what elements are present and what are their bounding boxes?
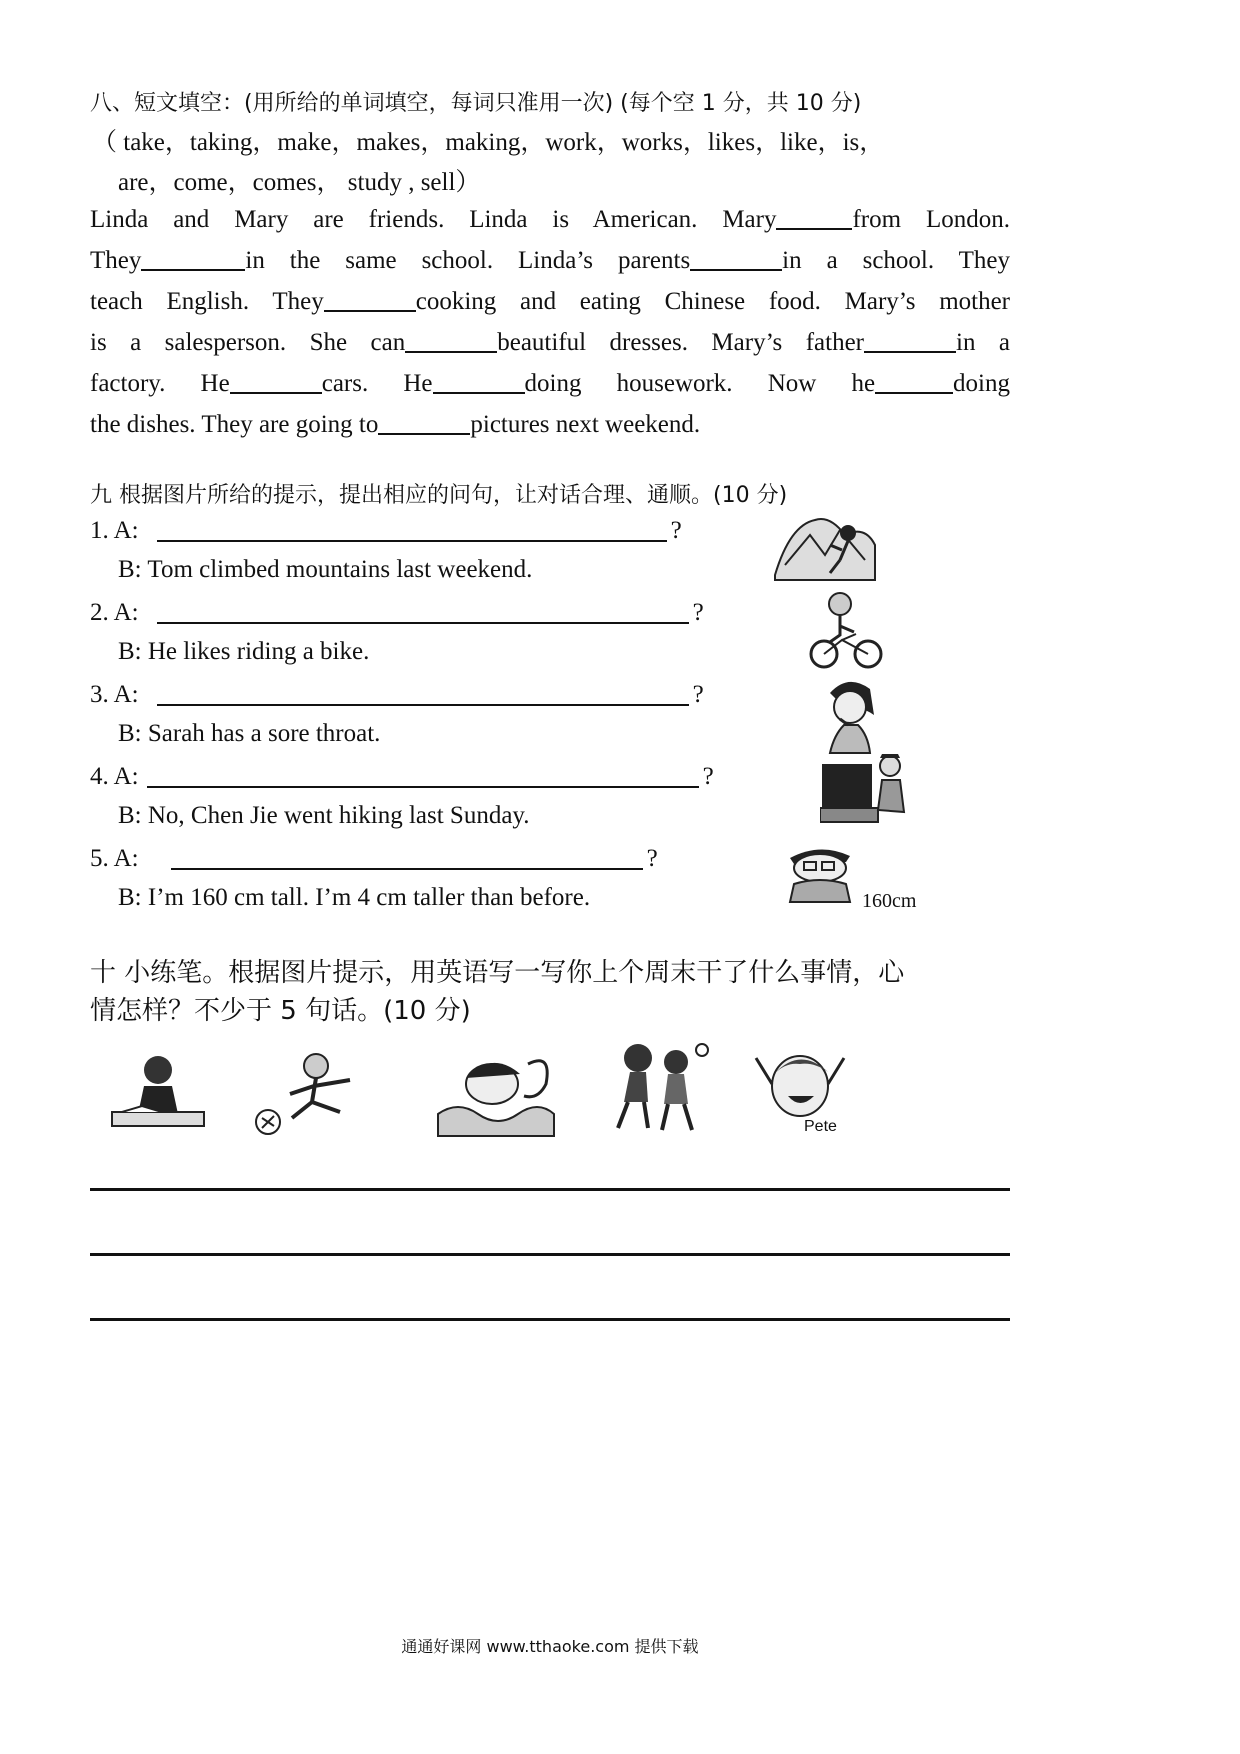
answer-2: B: He likes riding a bike.: [118, 638, 370, 665]
swimming-picture: [428, 1044, 558, 1139]
football-picture: [240, 1050, 375, 1136]
blank-6[interactable]: [864, 326, 956, 353]
studying-picture: [108, 1052, 208, 1132]
writing-line-1[interactable]: [90, 1188, 1010, 1191]
passage-line-2: They in the same school. Linda’s parents in a school. They: [90, 244, 1010, 275]
answer-4: B: No, Chen Jie went hiking last Sunday.: [118, 802, 530, 829]
blank-3[interactable]: [690, 244, 782, 271]
writing-line-3[interactable]: [90, 1318, 1010, 1321]
passage-line-5: factory. He cars. He doing housework. Now he doing: [90, 367, 1010, 398]
blank-2[interactable]: [141, 244, 245, 271]
passage-line-3: teach English. They cooking and eating Chinese food. Mary’s mother: [90, 285, 1010, 316]
blank-4[interactable]: [324, 285, 416, 312]
blank-5[interactable]: [405, 326, 497, 353]
question-5-row: 5. A: ?: [90, 845, 658, 872]
passage-line-1: Linda and Mary are friends. Linda is American. Mary from London.: [90, 203, 1010, 234]
word-bank-line-2: are，come，comes， study , sell）: [118, 169, 481, 196]
tv-picture: [820, 752, 910, 826]
passage-line-6: the dishes. They are going to pictures next weekend.: [90, 408, 1010, 439]
answer-5: B: I’m 160 cm tall. I’m 4 cm taller than before.: [118, 884, 591, 911]
word-bank-line-1: （ take，taking，make，makes，making，work，works，likes，like，is，: [92, 129, 885, 156]
question-2-row: 2. A: ?: [90, 599, 704, 626]
blank-8[interactable]: [433, 367, 525, 394]
section-10-title-line-2: 情怎样？不少于 5 句话。(10 分): [90, 996, 471, 1026]
climbing-picture: [770, 505, 880, 585]
sore-throat-picture: [818, 675, 880, 757]
blank-9[interactable]: [875, 367, 953, 394]
question-1-row: 1. A: ?: [90, 517, 682, 544]
blank-10[interactable]: [378, 408, 470, 435]
passage-line-4: is a salesperson. She can beautiful dresses. Mary’s father in a: [90, 326, 1010, 357]
section-8-title: 八、短文填空：(用所给的单词填空，每词只准用一次) (每个空 1 分，共 10 分): [90, 91, 862, 116]
blank-1[interactable]: [776, 203, 852, 230]
question-1-answer-line[interactable]: [157, 515, 667, 542]
question-3-answer-line[interactable]: [157, 679, 689, 706]
question-5-answer-line[interactable]: [171, 843, 643, 870]
bike-picture: [808, 590, 888, 672]
question-4-row: 4. A: ?: [90, 763, 714, 790]
question-2-answer-line[interactable]: [157, 597, 689, 624]
answer-1: B: Tom climbed mountains last weekend.: [118, 556, 533, 583]
question-4-answer-line[interactable]: [147, 761, 699, 788]
answer-3: B: Sarah has a sore throat.: [118, 720, 381, 747]
pete-label: Pete: [804, 1118, 837, 1135]
blank-7[interactable]: [230, 367, 322, 394]
height-label: 160cm: [862, 890, 917, 912]
writing-line-2[interactable]: [90, 1253, 1010, 1256]
question-3-row: 3. A: ?: [90, 681, 704, 708]
section-10-title-line-1: 十 小练笔。根据图片提示，用英语写一写你上个周末干了什么事情，心: [90, 958, 905, 988]
section-9-title: 九 根据图片所给的提示，提出相应的问句，让对话合理、通顺。(10 分): [90, 483, 788, 508]
height-picture: [780, 840, 860, 906]
footer-text: 通通好课网 www.tthaoke.com 提供下载: [401, 1637, 699, 1656]
dancing-picture: [602, 1040, 712, 1136]
